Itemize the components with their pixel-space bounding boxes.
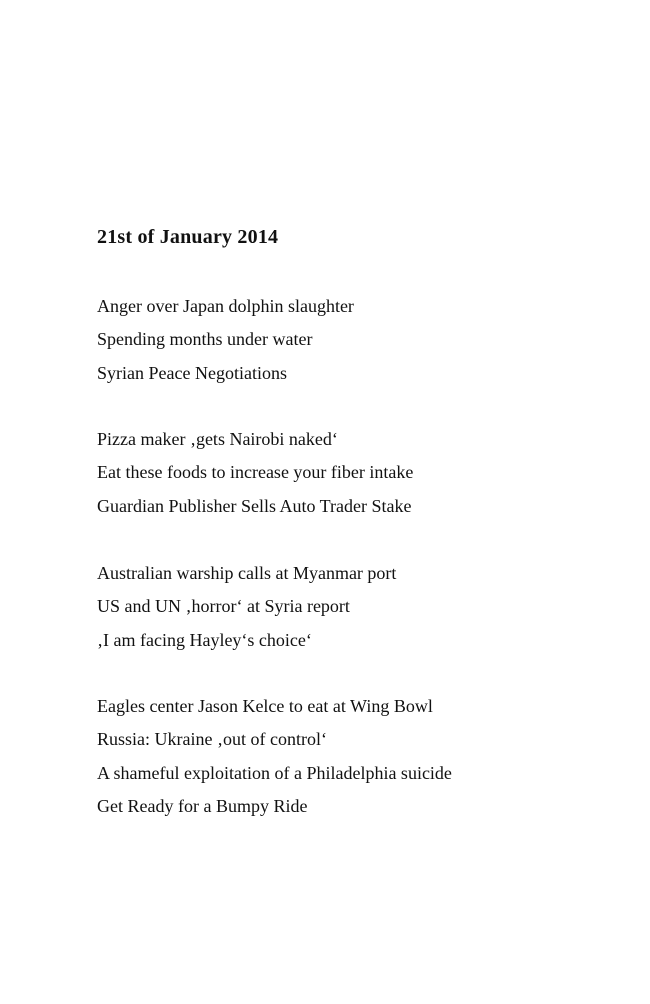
headline-line: Guardian Publisher Sells Auto Trader Stake — [97, 495, 412, 516]
headline-line: Get Ready for a Bumpy Ride — [97, 795, 308, 816]
headline-line: Eat these foods to increase your fiber intake — [97, 462, 414, 483]
headline-line: Syrian Peace Negotiations — [97, 362, 287, 383]
headline-line: Anger over Japan dolphin slaughter — [97, 296, 354, 316]
headline-line: A shameful exploitation of a Philadelphia suicide — [97, 762, 452, 783]
headline-line: US and UN ‚horror‘ at Syria report — [97, 596, 350, 617]
headline-line: ‚I am facing Hayley‘s choice‘ — [97, 629, 312, 650]
headline-line: Australian warship calls at Myanmar port — [97, 563, 397, 583]
headline-line: Spending months under water — [97, 329, 313, 350]
headline-line: Eagles center Jason Kelce to eat at Wing Bowl — [97, 696, 433, 716]
headline-line: Pizza maker ‚gets Nairobi naked‘ — [97, 429, 338, 449]
stanza — [97, 423, 413, 523]
page-title: 21st of January 2014 — [97, 226, 279, 248]
stanza — [97, 690, 452, 823]
headline-line: Russia: Ukraine ‚out of control‘ — [97, 729, 327, 750]
stanza — [97, 290, 354, 390]
stanza — [97, 557, 396, 657]
